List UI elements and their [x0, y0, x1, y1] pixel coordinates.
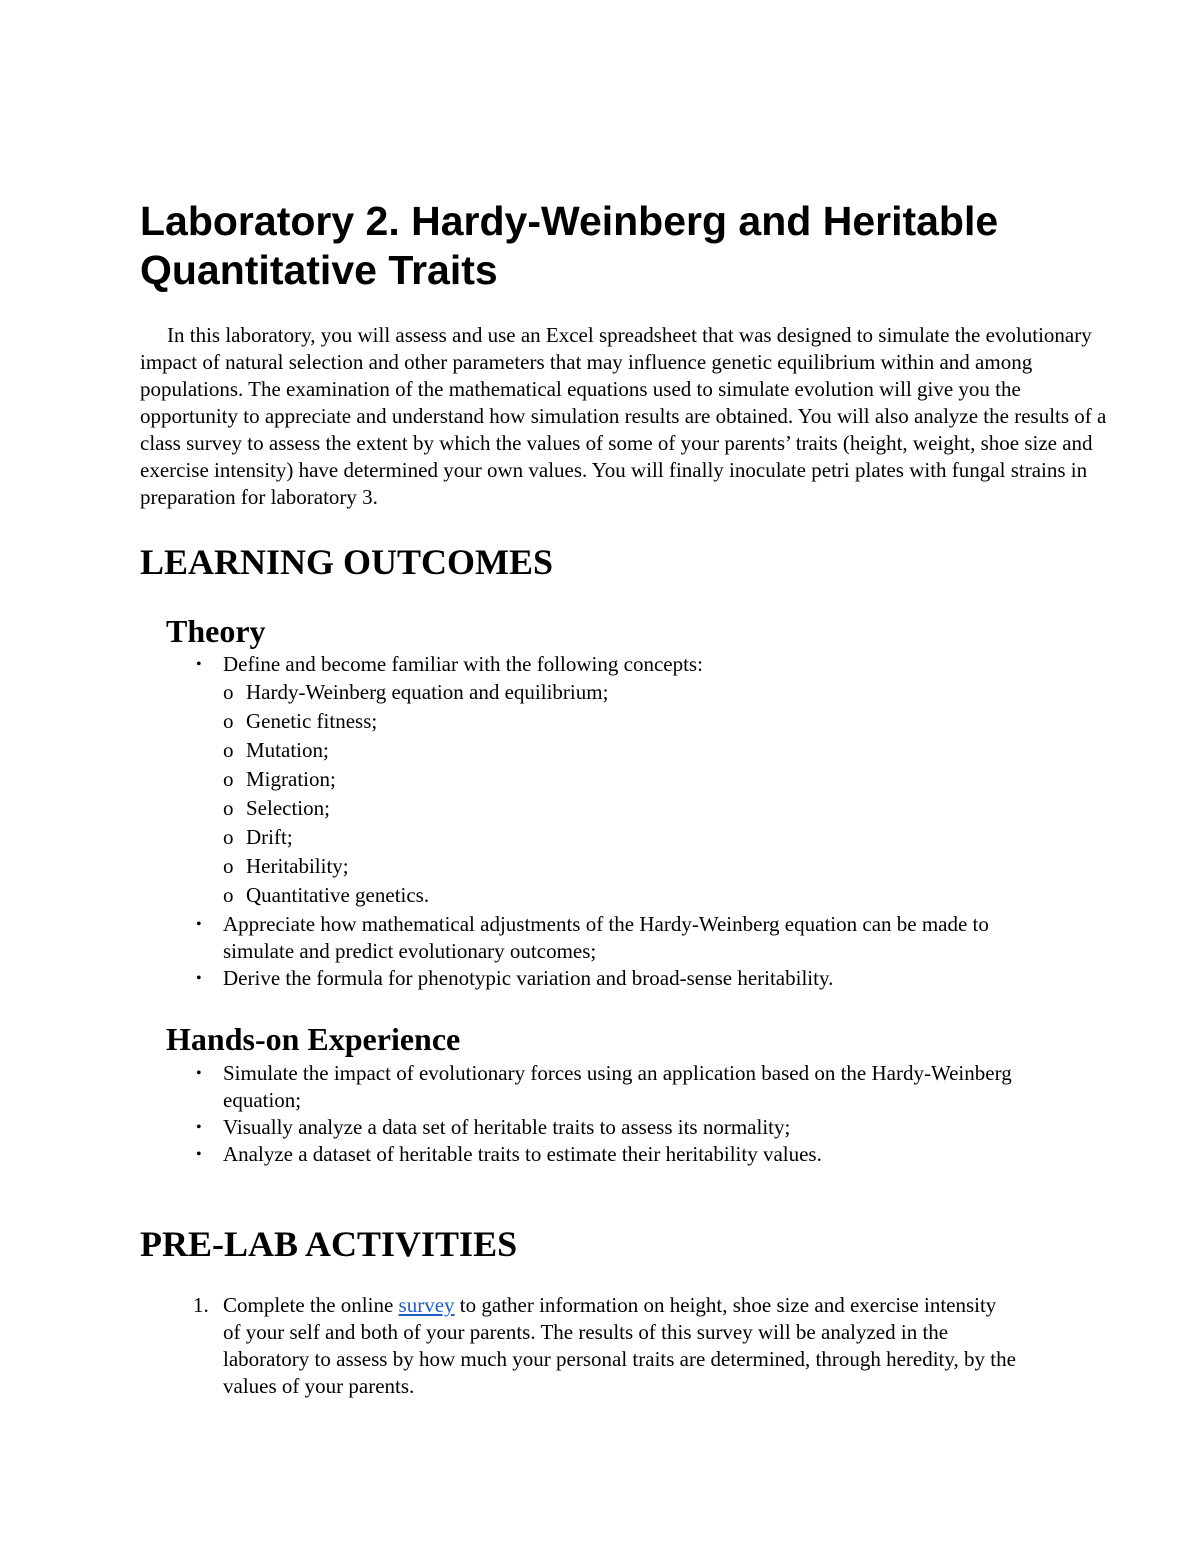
theory-heading: Theory: [166, 613, 266, 649]
hands-on-bullet-2: Visually analyze a data set of heritable traits to assess its normality;: [223, 1115, 791, 1139]
concept-hardy-weinberg: Hardy-Weinberg equation and equilibrium;: [246, 680, 609, 704]
title-line-2: Quantitative Traits: [140, 247, 498, 293]
theory-bullet-2-line-2: simulate and predict evolutionary outcomes;: [223, 939, 597, 963]
concept-drift: Drift;: [246, 825, 293, 849]
hands-on-bullet-1-line-1: Simulate the impact of evolutionary forces using an application based on the Hardy-Weinberg: [223, 1061, 1012, 1085]
intro-text: In this laboratory, you will assess and use an Excel spreadsheet that was designed to simulate the evolutionary impact of natural selection and other parameters that may influence genetic equilibrium within and among populations. The examination of the mathematical equations used to simulate evolution will give you the opportunity to appreciate and understand how simulation results are obtained. You will also analyze the results of a class survey to assess the extent by which the values of some of your parents’ traits (height, weight, shoe size and exercise intensity) have determined your own values. You will finally inoculate petri plates with fungal strains in preparation for laboratory 3.: [140, 323, 1107, 509]
pre-lab-item-line-2: of your self and both of your parents. The results of this survey will be analyzed in the: [223, 1320, 949, 1344]
hands-on-heading: Hands-on Experience: [166, 1021, 461, 1057]
title-line-1: Laboratory 2. Hardy-Weinberg and Heritable: [140, 198, 999, 244]
bullet-glyph: •: [196, 1146, 202, 1163]
sub-bullet-glyph: o: [223, 825, 234, 849]
sub-bullet-glyph: o: [223, 854, 234, 878]
sub-bullet-glyph: o: [223, 883, 234, 907]
pre-lab-item-text-start: Complete the online: [223, 1293, 399, 1317]
sub-bullet-glyph: o: [223, 796, 234, 820]
theory-bullet-2-line-1: Appreciate how mathematical adjustments of the Hardy-Weinberg equation can be made to: [223, 912, 989, 936]
bullet-glyph: •: [196, 656, 202, 673]
theory-bullet-3: Derive the formula for phenotypic variation and broad-sense heritability.: [223, 966, 834, 990]
bullet-glyph: •: [196, 1065, 202, 1082]
bullet-glyph: •: [196, 916, 202, 933]
pre-lab-item-1: [223, 1292, 1113, 1400]
survey-link[interactable]: survey: [398, 1293, 455, 1317]
concept-migration: Migration;: [246, 767, 336, 791]
concept-selection: Selection;: [246, 796, 330, 820]
document-title: [140, 197, 1100, 295]
concept-genetic-fitness: Genetic fitness;: [246, 709, 378, 733]
concept-mutation: Mutation;: [246, 738, 329, 762]
list-number: 1.: [193, 1293, 209, 1317]
hands-on-bullet-3: Analyze a dataset of heritable traits to estimate their heritability values.: [223, 1142, 822, 1166]
pre-lab-item-line-4: values of your parents.: [223, 1374, 415, 1398]
bullet-glyph: •: [196, 970, 202, 987]
sub-bullet-glyph: o: [223, 709, 234, 733]
intro-paragraph: [140, 322, 1115, 511]
hands-on-bullet-1: [223, 1060, 1113, 1114]
pre-lab-item-line-3: laboratory to assess by how much your personal traits are determined, through heredity, by the: [223, 1347, 1016, 1371]
learning-outcomes-heading: LEARNING OUTCOMES: [140, 542, 554, 582]
sub-bullet-glyph: o: [223, 767, 234, 791]
concept-heritability: Heritability;: [246, 854, 349, 878]
theory-bullet-2: [223, 911, 1113, 965]
sub-bullet-glyph: o: [223, 680, 234, 704]
sub-bullet-glyph: o: [223, 738, 234, 762]
pre-lab-heading: PRE-LAB ACTIVITIES: [140, 1224, 518, 1264]
concept-quantitative-genetics: Quantitative genetics.: [246, 883, 430, 907]
bullet-glyph: •: [196, 1119, 202, 1136]
hands-on-bullet-1-line-2: equation;: [223, 1088, 302, 1112]
theory-bullet-1: Define and become familiar with the following concepts:: [223, 652, 703, 676]
pre-lab-item-text-end: to gather information on height, shoe size and exercise intensity: [454, 1293, 997, 1317]
